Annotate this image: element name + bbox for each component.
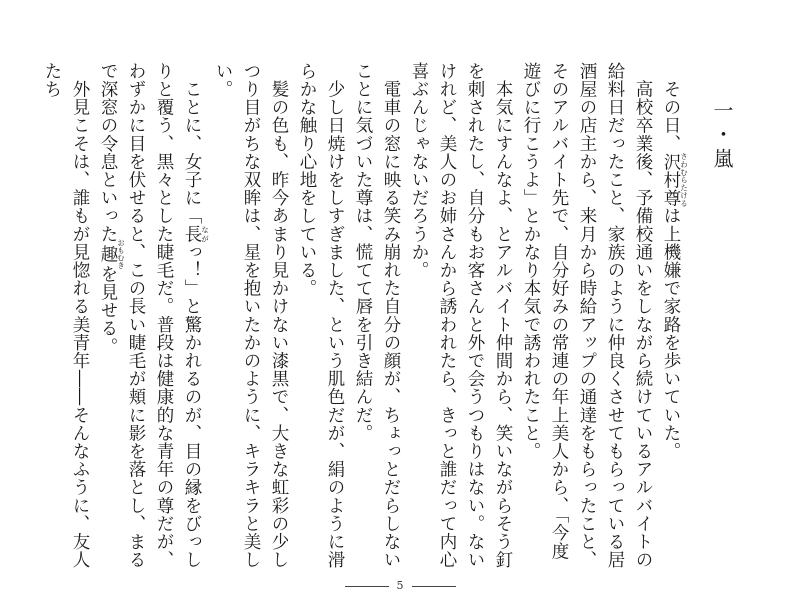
footer-rule-right — [412, 586, 456, 587]
furigana: おもむき — [116, 239, 126, 269]
paragraph — [405, 62, 517, 572]
page-footer — [0, 579, 800, 592]
chapter-title: 一・嵐 — [710, 100, 734, 172]
text-run: っ！」と驚かれるのが、目の縁をびっしりと覆う、黒々とした睫毛だ。普段は健康的な青年の尊だが、わずかに目を伏せると、この長い睫毛が頬に影を落とし、まるで深窓の令息といった — [98, 62, 202, 569]
paragraph — [209, 62, 293, 572]
paragraph — [293, 62, 349, 572]
footer-rule-left — [345, 586, 389, 587]
text-run: その日、 — [661, 80, 681, 153]
paragraph — [657, 62, 688, 572]
text-run: 高校卒業後、予備校通いをしながら続けているアルバイトの給料日だったこと、家族のように仲良くさせてもらっている居酒屋の店主から、来月から時給アップの通達をもらったこと、そのアルバイト先で、自分好みの常連の年上美人から、「今度遊びに行こうよ」とかなり本気で誘われたこと。 — [521, 62, 653, 569]
ruby-base: 長 — [182, 224, 202, 244]
paragraph — [517, 62, 657, 572]
paragraph — [349, 62, 405, 572]
ruby-word — [98, 239, 126, 269]
paragraph — [38, 62, 94, 572]
text-run: を見せる。 — [98, 264, 118, 356]
text-run: は上機嫌で家路を歩いていた。 — [661, 206, 681, 461]
ruby-word — [661, 152, 689, 207]
text-run: 電車の窓に映る笑み崩れた自分の顔が、ちょっとだらしないことに気づいた尊は、慌てて唇を引き結んだ。 — [353, 62, 401, 569]
body-text — [42, 62, 689, 572]
ruby-word — [182, 224, 210, 244]
furigana: さわむらたける — [679, 152, 689, 207]
ruby-base: 趣 — [98, 239, 118, 269]
paragraph — [94, 62, 209, 572]
text-run: 本気にすんなよ、とアルバイト仲間から、笑いながらそう釘を刺されたし、自分もお客さんと外で会うつもりはない。ないけれど、美人のお姉さんから誘われたら、きっと誰だって内心喜ぶんじゃないだろうか。 — [409, 62, 513, 569]
text-run: 髪の色も、昨今あまり見かけない漆黒で、大きな虹彩の少しつり目がちな双眸は、星を抱いたかのように、キラキラと美しい。 — [213, 62, 289, 569]
ruby-base: 沢村尊 — [661, 152, 681, 207]
text-run: 少し日焼けをしすぎました、という肌色だが、絹のように滑らかな触り心地をしている。 — [297, 62, 345, 569]
text-run: 外見こそは、誰もが見惚れる美青年――そんなふうに、友人たち — [42, 62, 90, 569]
text-run: ことに、女子に「 — [182, 80, 202, 225]
furigana: なが — [200, 224, 210, 244]
page-number: 5 — [396, 579, 404, 592]
